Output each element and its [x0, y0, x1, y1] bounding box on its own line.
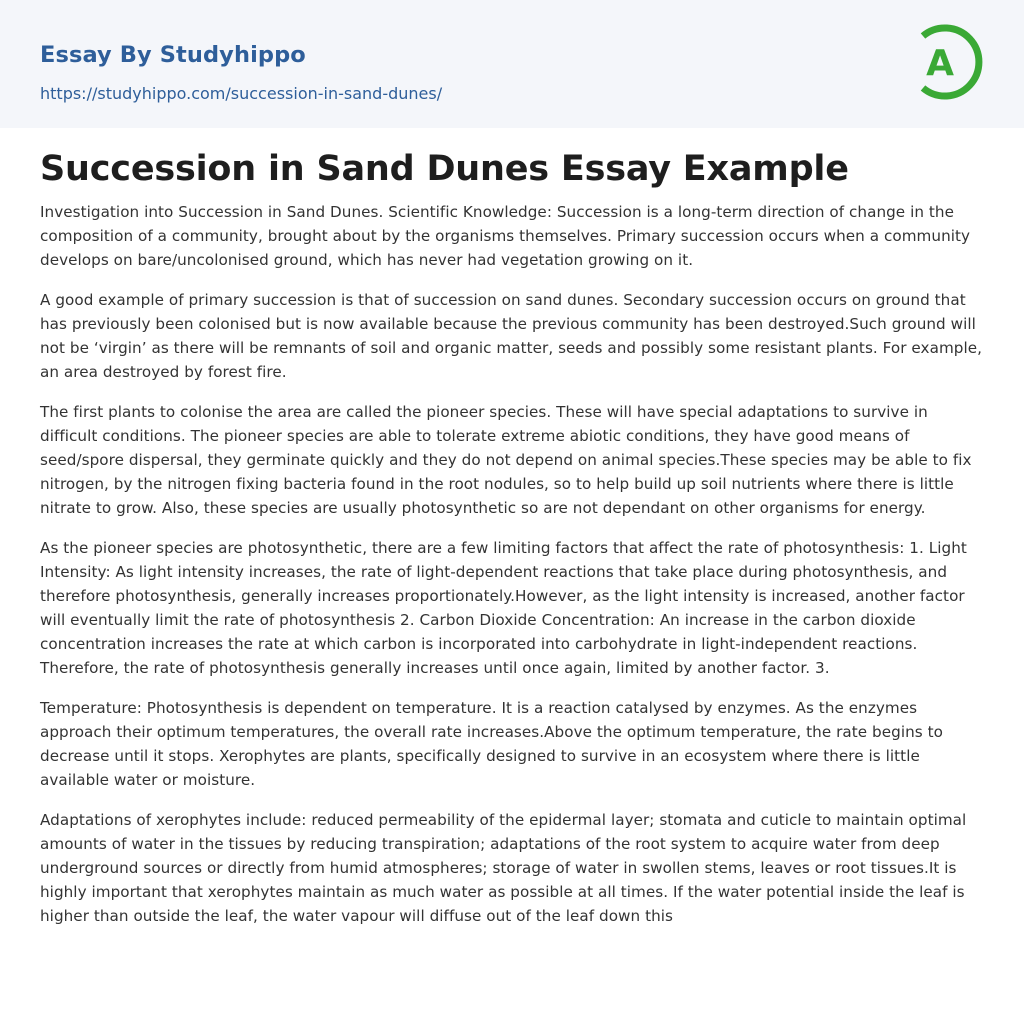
article-paragraph: Adaptations of xerophytes include: reduced permeability of the epidermal layer; stomata and cuticle to maintain optimal amounts of water in the tissues by reducing transpiration; adaptations of the root system to acquire water from deep underground sources or directly from humid atmospheres; storage of water in swollen stems, leaves or root tissues.It is highly important that xerophytes maintain as much water as possible at all times. If the water potential inside the leaf is higher than outside the leaf, the water vapour will diffuse out of the leaf down this — [40, 811, 967, 925]
logo-letter: A — [926, 43, 954, 84]
page-title: Succession in Sand Dunes Essay Example — [40, 149, 849, 189]
letter-a-circle-logo-icon[interactable] — [913, 19, 985, 105]
article-paragraph: A good example of primary succession is that of succession on sand dunes. Secondary succession occurs on ground that has previously been colonised but is now available because the previous community has been destroyed.Such ground will not be ‘virgin’ as there will be remnants of soil and organic matter, seeds and possibly some resistant plants. For example, an area destroyed by forest fire. — [40, 291, 983, 381]
article-paragraph: As the pioneer species are photosynthetic, there are a few limiting factors that affect the rate of photosynthesis: 1. Light Intensity: As light intensity increases, the rate of light-dependent reactions that take place during photosynthesis, and therefore photosynthesis, generally increases proportionately.However, as the light intensity is increased, another factor will eventually limit the rate of photosynthesis 2. Carbon Dioxide Concentration: An increase in the carbon dioxide concentration increases the rate at which carbon is incorporated into carbohydrate in light-independent reactions. Therefore, the rate of photosynthesis generally increases until once again, limited by another factor. 3. — [40, 539, 967, 677]
site-title[interactable]: Essay By Studyhippo — [40, 42, 306, 68]
article-paragraph: Investigation into Succession in Sand Dunes. Scientific Knowledge: Succession is a long-term direction of change in the composition of a community, brought about by the organisms themselves. Primary succession occurs when a community develops on bare/uncolonised ground, which has never had vegetation growing on it. — [40, 203, 971, 269]
article-paragraph: The first plants to colonise the area are called the pioneer species. These will have special adaptations to survive in difficult conditions. The pioneer species are able to tolerate extreme abiotic conditions, they have good means of seed/spore dispersal, they germinate quickly and they do not depend on animal species.These species may be able to fix nitrogen, by the nitrogen fixing bacteria found in the root nodules, so to help build up soil nutrients where there is little nitrate to grow. Also, these species are usually photosynthetic so are not dependant on other organisms for energy. — [40, 403, 972, 517]
article — [0, 128, 1024, 928]
site-header — [0, 0, 1024, 128]
article-paragraph: Temperature: Photosynthesis is dependent on temperature. It is a reaction catalysed by enzymes. As the enzymes approach their optimum temperatures, the overall rate increases.Above the optimum temperature, the rate begins to decrease until it stops. Xerophytes are plants, specifically designed to survive in an ecosystem where there is little available water or moisture. — [40, 699, 943, 789]
source-url-link[interactable]: https://studyhippo.com/succession-in-sand-dunes/ — [40, 84, 443, 103]
